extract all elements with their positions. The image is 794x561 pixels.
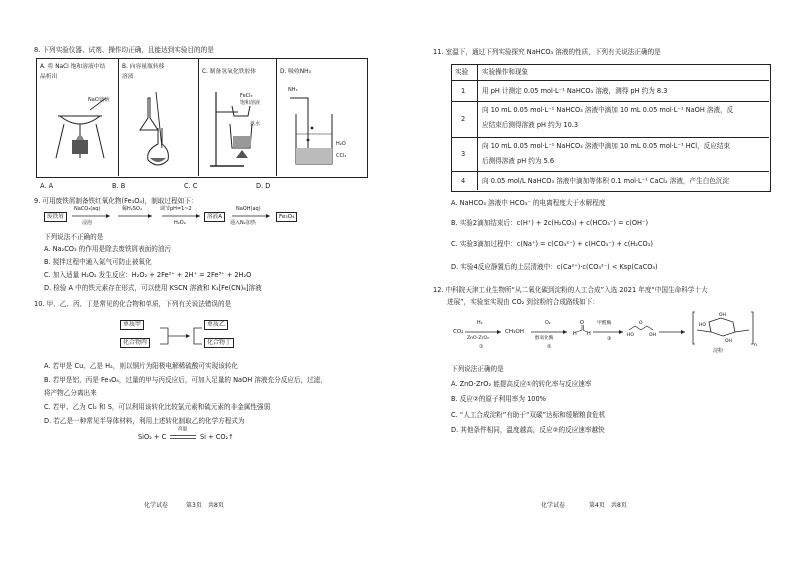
q8-option-d[interactable]: D. D <box>256 182 271 190</box>
route-step2-no: ② <box>547 344 552 350</box>
q12-option-a[interactable]: A. ZnO-ZrO₂ 能提高反应①的转化率与反应速率 <box>451 380 592 388</box>
svg-text:H: H <box>587 331 591 337</box>
row3-text-1: 向 10 mL 0.05 mol·L⁻¹ NaHCO₃ 溶液中滴加 10 mL 0.05 mol·L⁻¹ HCl，反应结束 <box>482 142 731 150</box>
route-step1-no: ① <box>479 344 484 350</box>
route-start: CO₂ <box>453 329 464 335</box>
q10-option-c[interactable]: C. 若甲、乙为 Cl₂ 和 S，可以利用该转化比较氯元素和硫元素的非金属性强弱 <box>44 403 271 411</box>
q9-option-a[interactable]: A. Na₂CO₃ 的作用是除去废铁屑表面的油污 <box>44 245 172 253</box>
q8-option-c[interactable]: C. C <box>184 182 198 190</box>
q9-option-c[interactable]: C. 加入适量 H₂O₂ 发生反应：H₂O₂ + 2Fe²⁺ + 2H⁺ = 2Fe³⁺ + 2H₂O <box>44 271 252 279</box>
fig-d-label1: NH₃ <box>288 87 298 93</box>
row2-text-2: 应结束后测得溶液 pH 约为 10.3 <box>482 121 579 129</box>
row1-no: 1 <box>461 87 466 95</box>
fig-c-label2: 饱和溶液 <box>240 100 261 106</box>
svg-text:OH: OH <box>719 313 726 318</box>
q11-option-b[interactable]: B. 实验2滴加结束后：c(H⁺) + 2c(H₂CO₃) + c(HCO₃⁻) = c(OH⁻) <box>451 219 649 227</box>
route-step1-cat: ZnO-ZrO₂ <box>467 336 489 341</box>
table-header-no: 实验 <box>455 68 469 76</box>
row1-text: 用 pH 计测定 0.05 mol·L⁻¹ NaHCO₃ 溶液，测得 pH 约为 8.3 <box>482 87 668 95</box>
scheme-a: 单质甲 <box>120 320 144 330</box>
q9-option-b[interactable]: B. 搅拌过程中通入氮气可防止被氧化 <box>44 258 152 266</box>
q9-stem: 9. 可用废铁屑制备铁红氧化物(Fe₃O₄)，制取过程如下： <box>34 197 198 205</box>
q8-cell-b-line2: 溶液 <box>122 74 134 80</box>
svg-text:OH: OH <box>725 339 732 344</box>
q8-cell-a-line1: A. 将 NaCl 饱和溶液中结 <box>40 64 106 70</box>
equation-right: Si + CO₂↑ <box>200 433 234 441</box>
formaldehyde-structure <box>573 318 593 340</box>
row2-no: 2 <box>461 115 466 123</box>
q8-cell-b-line1: B. 向容量瓶转移 <box>122 64 165 70</box>
row3-text-2: 后测得溶液 pH 约为 5.6 <box>482 157 555 165</box>
route-p1: CH₃OH <box>505 329 524 335</box>
right-page <box>397 0 794 561</box>
q12-prompt: 下列说法正确的是 <box>451 365 504 373</box>
equation-left: SiO₂ + C <box>138 433 167 441</box>
svg-text:HO: HO <box>627 333 634 338</box>
q11-option-c[interactable]: C. 实验3滴加过程中：c(Na⁺) = c(CO₃²⁻) + c(HCO₃⁻) + c(H₂CO₃) <box>451 240 653 248</box>
q10-option-b-cont: 将产物乙分离出来 <box>44 389 97 397</box>
footer-right-page: 第4页 <box>589 502 605 509</box>
q8-cell-d: D. 吸收NH₃ <box>280 69 311 75</box>
svg-text:OH: OH <box>649 333 656 338</box>
q8-option-a[interactable]: A. A <box>40 182 54 190</box>
q11-option-d[interactable]: D. 实验4反应静置后的上层清液中：c(Ca²⁺)·c(CO₃²⁻) < Ksp(CaCO₃) <box>451 263 658 271</box>
svg-text:O: O <box>580 320 584 326</box>
fig-d-label3: CCl₄ <box>336 153 347 159</box>
footer-right-total: 共8页 <box>611 502 627 509</box>
dha-structure <box>627 318 657 338</box>
q10-option-a[interactable]: A. 若甲是 Cu、乙是 H₂，则以铜片为阳极电解稀硫酸可实现该转化 <box>44 362 239 370</box>
starch-structure <box>691 308 755 348</box>
svg-text:HO: HO <box>699 323 706 328</box>
flow-end: Fe₃O₄ <box>276 212 297 222</box>
q8-stem: 8. 下列实验仪器、试剂、操作均正确，且能达到实验目的的是 <box>34 46 214 54</box>
q9-prompt: 下列说法不正确的是 <box>44 233 104 241</box>
footer-left-subject: 化学试卷 <box>144 502 169 509</box>
flow-arrow4-top: NaOH(aq) <box>236 206 261 212</box>
route-product-label: 淀粉 <box>713 348 724 354</box>
q9-option-d[interactable]: D. 检验 A 中的铁元素存在形式，可以使用 KSCN 溶液和 K₃[Fe(CN)₆]溶液 <box>44 284 262 292</box>
q12-option-d[interactable]: D. 其他条件相同，温度越高，反应②的反应速率越快 <box>451 426 605 434</box>
row2-text-1: 向 10 mL 0.05 mol·L⁻¹ NaHCO₃ 溶液中滴加 10 mL 0.05 mol·L⁻¹ NaOH 溶液，反 <box>482 106 734 114</box>
scheme-b: 化合物丙 <box>120 338 150 348</box>
q10-stem: 10. 甲、乙、丙、丁是常见的化合物和单质，下列有关说法错误的是 <box>34 300 232 308</box>
scheme-d: 化合物丁 <box>204 338 234 348</box>
svg-text:n: n <box>754 343 757 348</box>
equation-condition: 高温 <box>178 427 188 432</box>
svg-text:H: H <box>573 331 577 337</box>
footer-left-page: 第3页 <box>186 502 202 509</box>
svg-text:O: O <box>639 321 643 326</box>
flow-arrow2-top: 稀H₂SO₄ <box>122 206 142 212</box>
q10-option-b[interactable]: B. 若甲是铝，丙是 Fe₃O₄，过量的甲与丙反应后，可加入足量的 NaOH 溶液充分反应后，过滤， <box>44 376 327 384</box>
q11-option-a[interactable]: A. NaHCO₃ 溶液中 HCO₃⁻ 的电离程度大于水解程度 <box>451 199 606 207</box>
route-step2-cat: 醇氧化酶 <box>535 336 554 341</box>
q8-option-b[interactable]: B. B <box>112 182 126 190</box>
row3-no: 3 <box>461 150 466 158</box>
q11-stem: 11. 室温下，通过下列实验探究 NaHCO₃ 溶液的性质，下列有关说法正确的是 <box>433 48 661 56</box>
fig-d-label2: H₂O <box>336 141 346 147</box>
table-header-op: 实验操作和现象 <box>482 68 529 76</box>
flow-arrow3-bottom: H₂O₂ <box>174 220 186 226</box>
route-step3-no: ③ <box>607 336 612 342</box>
flow-arrow3-top: 调节pH=1~2 <box>160 206 192 212</box>
q8-cell-a-line2: 晶析出 <box>40 74 58 80</box>
scheme-arrow <box>158 322 208 350</box>
footer-right-subject: 化学试卷 <box>541 502 566 509</box>
row4-no: 4 <box>461 177 466 185</box>
flow-arrow1-bottom: 浸泡 <box>82 220 93 226</box>
q12-option-b[interactable]: B. 反应②的原子利用率为 100% <box>451 395 546 403</box>
scheme-c: 单质乙 <box>204 320 228 330</box>
row4-text: 向 0.05 mol/L NaHCO₃ 溶液中滴加等体积 0.1 mol·L⁻¹ CaCl₂ 溶液，产生白色沉淀 <box>482 177 730 185</box>
route-step2-reagent: O₂ <box>545 321 551 326</box>
q12-option-c[interactable]: C. “人工合成淀粉”有助于“双碳”达标和缓解粮食危机 <box>451 411 606 419</box>
figure-b-flask <box>132 88 192 172</box>
q12-stem-line2: 进展”，实验室实现由 CO₂ 到淀粉的合成路线如下： <box>447 298 599 306</box>
route-arrow-4 <box>659 328 689 336</box>
fig-c-label3: 氨水 <box>250 121 261 127</box>
fig-c-label1: FeCl₃ <box>240 93 253 99</box>
fig-a-label: NaCl溶液 <box>88 97 110 103</box>
flow-arrow1-top: NaCO₃(aq) <box>74 206 101 212</box>
flow-arrow4-bottom: 通入N₂加热 <box>230 220 256 226</box>
q10-option-d[interactable]: D. 若乙是一种常见半导体材料，利用上述转化制取乙的化学方程式为 <box>44 417 245 425</box>
footer-left-total: 共8页 <box>208 502 224 509</box>
flow-start: 废铁屑 <box>44 212 67 222</box>
equation-equals <box>170 433 196 441</box>
q12-stem-line1: 12. 中科院天津工业生物所“从二氧化碳到淀粉的人工合成”入选 2021 年度“中国生命科学十大 <box>433 286 708 294</box>
q8-cell-c: C. 制备氢氧化铁胶体 <box>202 69 257 75</box>
route-step3-cat: 甲醛酶 <box>597 321 612 326</box>
route-step1-reagent: H₂ <box>477 321 483 326</box>
flow-mid: 溶液A <box>204 212 225 222</box>
